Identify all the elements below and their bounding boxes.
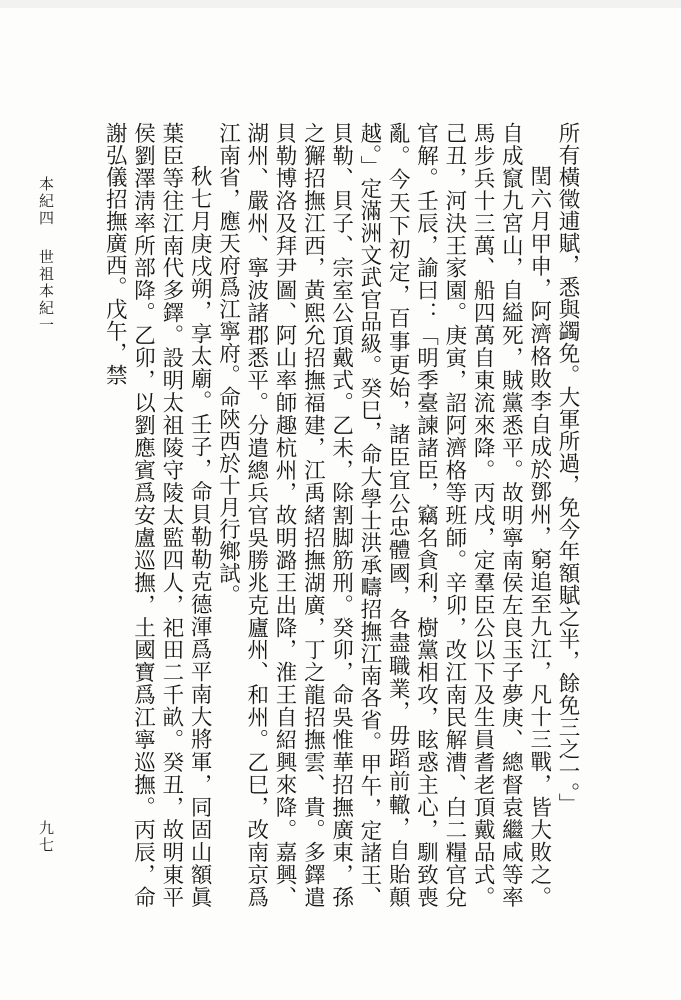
main-text-block — [103, 122, 581, 908]
paragraph: 所有橫徵逋賦，悉與蠲免。大軍所過，免今年額賦之半，餘免三之一。」 — [555, 122, 580, 816]
paragraph: 秋七月庚戌朔，享太廟。壬子，命貝勒勒克德渾爲平南大將軍，同固山額眞葉臣等往江南代多鐸。設明太祖陵守陵太監四人，祀田二千畝。癸丑，故明東平侯劉澤淸率所部降。乙卯，以劉應賓爲安盧巡撫，土國寶爲江寧巡撫。丙辰，命謝弘儀招撫廣西。戊午，禁 — [102, 122, 213, 908]
scan-top-edge — [0, 0, 681, 8]
page-number: 九七 — [37, 820, 55, 854]
running-head-book: 本紀四 — [37, 176, 55, 227]
running-head — [36, 176, 57, 334]
paragraph: 閏六月甲申，阿濟格敗李自成於鄧州，窮追至九江，凡十三戰，皆大敗之。自成竄九宮山，自縊死，賊黨悉平。故明寧南侯左良玉子夢庚、總督袁繼咸等率馬步兵十三萬、船四萬自東流來降。丙戌，定羣臣公以下及生員耆老頂戴品式。己丑，河決王家園。庚寅，詔阿濟格等班師。辛卯，改江南民解漕、白二糧官兌官解。壬辰，諭曰：「明季臺諫諸臣，竊名貪利，樹黨相攻，眩惑主心，馴致喪亂。今天下初定，百事更始，諸臣宜公忠體國，各盡職業，毋蹈前轍，自貽顛越。」定滿洲文武官品級。癸巳，命大學士洪承疇招撫江南各省。甲午，定諸王、貝勒、貝子、宗室公頂戴式。乙未，除割脚筋刑。癸卯，命吳惟華招撫廣東，孫之獬招撫江西，黃熙允招撫福建，江禹緒招撫湖廣，丁之龍招撫雲、貴。多鐸遣貝勒博洛及拜尹圖、阿山率師趣杭州，故明潞王出降，淮王自紹興來降。嘉興、湖州、嚴州、寧波諸郡悉平。分遣總兵官吳勝兆克廬州、和州。乙巳，改南京爲江南省，應天府爲江寧府。命陝西於十月行鄉試。 — [215, 122, 552, 908]
running-head-section: 世祖本紀一 — [37, 249, 55, 334]
